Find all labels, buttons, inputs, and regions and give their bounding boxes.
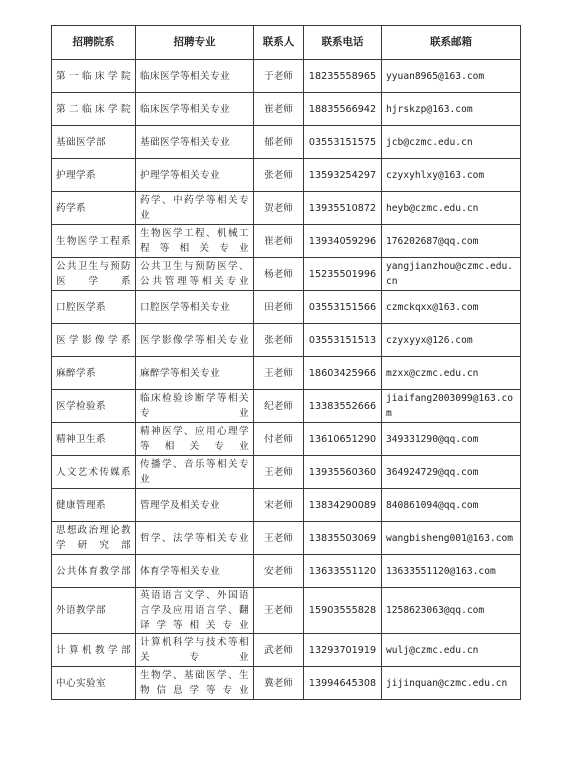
department-cell: 护理学系 [52,159,136,192]
phone-cell: 18835566942 [304,93,382,126]
email-cell: 1258623063@qq.com [382,588,521,634]
phone-cell: 13610651290 [304,423,382,456]
phone-cell: 13633551120 [304,555,382,588]
department-cell: 麻醉学系 [52,357,136,390]
email-cell: yyuan8965@163.com [382,60,521,93]
email-cell: wangbisheng001@163.com [382,522,521,555]
contact-person-cell: 宋老师 [254,489,304,522]
recruitment-contacts-table [51,25,521,700]
contact-person-cell: 王老师 [254,588,304,634]
phone-cell: 15903555828 [304,588,382,634]
contact-person-cell: 王老师 [254,522,304,555]
column-header-department: 招聘院系 [52,26,136,60]
table-row [52,93,521,126]
table-row [52,291,521,324]
major-cell: 临床医学等相关专业 [136,93,254,126]
major-cell: 药学、中药学等相关专业 [136,192,254,225]
phone-cell: 13834290089 [304,489,382,522]
email-cell: 176202687@qq.com [382,225,521,258]
department-cell: 计算机教学部 [52,634,136,667]
table-row [52,60,521,93]
email-cell: 840861094@qq.com [382,489,521,522]
contact-person-cell: 纪老师 [254,390,304,423]
contact-person-cell: 于老师 [254,60,304,93]
table-row [52,390,521,423]
department-cell: 思想政治理论教学研究部 [52,522,136,555]
table-row [52,588,521,634]
major-cell: 护理学等相关专业 [136,159,254,192]
major-cell: 临床检验诊断学等相关专业 [136,390,254,423]
contact-person-cell: 王老师 [254,456,304,489]
contact-person-cell: 张老师 [254,159,304,192]
table-row [52,159,521,192]
contact-person-cell: 崔老师 [254,225,304,258]
contact-person-cell: 崔老师 [254,93,304,126]
table-row [52,456,521,489]
department-cell: 第一临床学院 [52,60,136,93]
major-cell: 公共卫生与预防医学、公共管理等相关专业 [136,258,254,291]
email-cell: jijinquan@czmc.edu.cn [382,667,521,700]
phone-cell: 13934059296 [304,225,382,258]
contact-person-cell: 付老师 [254,423,304,456]
phone-cell: 18235558965 [304,60,382,93]
email-cell: 364924729@qq.com [382,456,521,489]
email-cell: hjrskzp@163.com [382,93,521,126]
contact-person-cell: 安老师 [254,555,304,588]
contact-person-cell: 杨老师 [254,258,304,291]
table-body [52,60,521,700]
email-cell: jcb@czmc.edu.cn [382,126,521,159]
email-cell: czyxyhlxy@163.com [382,159,521,192]
table-row [52,324,521,357]
phone-cell: 13994645308 [304,667,382,700]
contact-person-cell: 郁老师 [254,126,304,159]
department-cell: 基础医学部 [52,126,136,159]
contact-person-cell: 田老师 [254,291,304,324]
phone-cell: 13383552666 [304,390,382,423]
table-row [52,225,521,258]
table-row [52,489,521,522]
department-cell: 生物医学工程系 [52,225,136,258]
major-cell: 哲学、法学等相关专业 [136,522,254,555]
column-header-phone: 联系电话 [304,26,382,60]
email-cell: heyb@czmc.edu.cn [382,192,521,225]
department-cell: 第二临床学院 [52,93,136,126]
department-cell: 健康管理系 [52,489,136,522]
email-cell: mzxx@czmc.edu.cn [382,357,521,390]
major-cell: 计算机科学与技术等相关专业 [136,634,254,667]
email-cell: 349331290@qq.com [382,423,521,456]
major-cell: 体育学等相关专业 [136,555,254,588]
department-cell: 中心实验室 [52,667,136,700]
phone-cell: 15235501996 [304,258,382,291]
department-cell: 医学检验系 [52,390,136,423]
major-cell: 临床医学等相关专业 [136,60,254,93]
major-cell: 生物学、基础医学、生物信息学等专业 [136,667,254,700]
table-row [52,634,521,667]
contact-person-cell: 冀老师 [254,667,304,700]
table-row [52,357,521,390]
phone-cell: 03553151575 [304,126,382,159]
email-cell: czmckqxx@163.com [382,291,521,324]
phone-cell: 13935560360 [304,456,382,489]
table-row [52,555,521,588]
email-cell: 13633551120@163.com [382,555,521,588]
department-cell: 公共卫生与预防医学系 [52,258,136,291]
table-row [52,192,521,225]
department-cell: 药学系 [52,192,136,225]
major-cell: 口腔医学等相关专业 [136,291,254,324]
phone-cell: 03553151566 [304,291,382,324]
phone-cell: 13935510872 [304,192,382,225]
department-cell: 外语教学部 [52,588,136,634]
phone-cell: 03553151513 [304,324,382,357]
department-cell: 公共体育教学部 [52,555,136,588]
major-cell: 基础医学等相关专业 [136,126,254,159]
major-cell: 麻醉学等相关专业 [136,357,254,390]
department-cell: 人文艺术传媒系 [52,456,136,489]
table-row [52,667,521,700]
major-cell: 医学影像学等相关专业 [136,324,254,357]
department-cell: 精神卫生系 [52,423,136,456]
contact-person-cell: 张老师 [254,324,304,357]
table-row [52,423,521,456]
phone-cell: 18603425966 [304,357,382,390]
major-cell: 生物医学工程、机械工程等相关专业 [136,225,254,258]
table-row [52,258,521,291]
major-cell: 精神医学、应用心理学等相关专业 [136,423,254,456]
email-cell: wulj@czmc.edu.cn [382,634,521,667]
email-cell: jiaifang2003099@163.com [382,390,521,423]
department-cell: 口腔医学系 [52,291,136,324]
email-cell: yangjianzhou@czmc.edu.cn [382,258,521,291]
major-cell: 管理学及相关专业 [136,489,254,522]
table-row [52,126,521,159]
column-header-email: 联系邮箱 [382,26,521,60]
column-header-contact-person: 联系人 [254,26,304,60]
contact-person-cell: 王老师 [254,357,304,390]
table-row [52,522,521,555]
major-cell: 英语语言文学、外国语言学及应用语言学、翻译学等相关专业 [136,588,254,634]
major-cell: 传播学、音乐等相关专业 [136,456,254,489]
header-row [52,26,521,60]
contact-person-cell: 武老师 [254,634,304,667]
phone-cell: 13835503069 [304,522,382,555]
contact-person-cell: 贺老师 [254,192,304,225]
column-header-major: 招聘专业 [136,26,254,60]
phone-cell: 13293701919 [304,634,382,667]
department-cell: 医学影像学系 [52,324,136,357]
phone-cell: 13593254297 [304,159,382,192]
email-cell: czyxyyx@126.com [382,324,521,357]
